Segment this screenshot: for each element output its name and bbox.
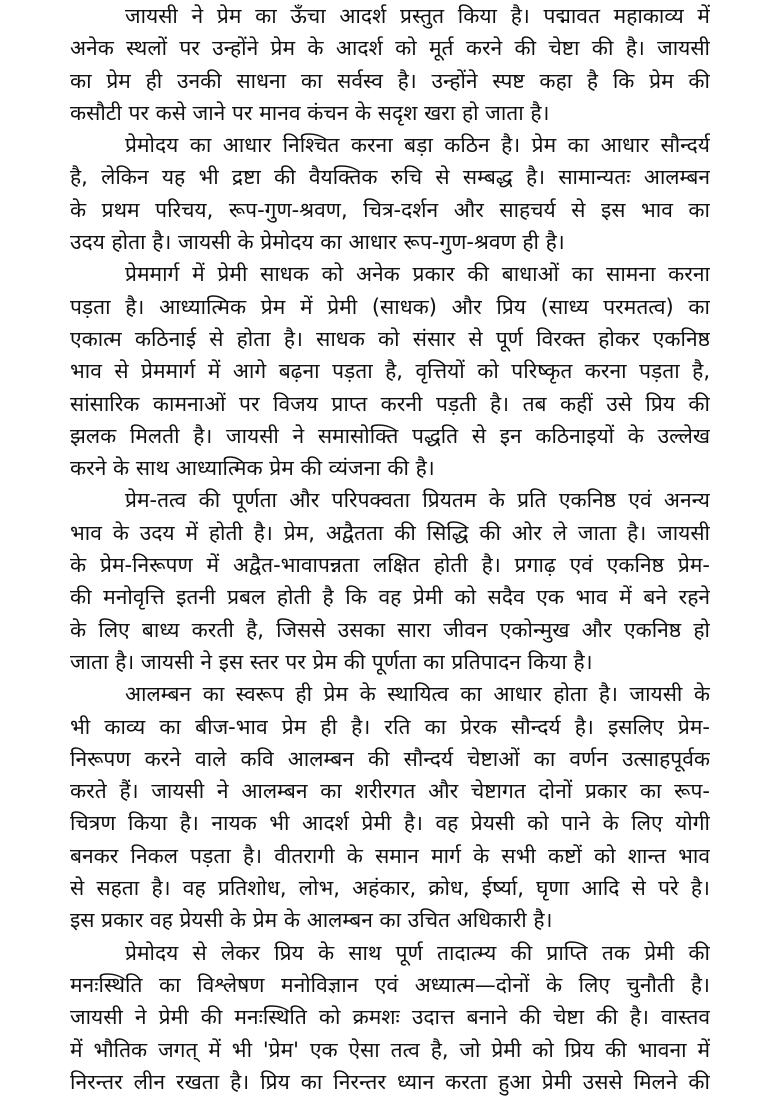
text-line: करने के साथ आध्यात्मिक प्रेम की व्यंजना की है। [70,456,435,481]
text-line: प्रेममार्ग में प्रेमी साधक को अनेक प्रकार की बाधाओं का सामना करना [125,262,710,287]
text-line: का प्रेम ही उनकी साधना का सर्वस्व है। उन्होंने स्पष्ट कहा है कि प्रेम की [70,68,710,93]
paragraph [70,258,710,484]
paragraph [70,0,710,129]
text-line: जाता है। जायसी ने इस स्तर पर प्रेम की पूर्णता का प्रतिपादन किया है। [70,649,593,674]
text-line: निरन्तर लीन रखता है। प्रिय का निरन्तर ध्यान करता हुआ प्रेमी उससे मिलने की [70,1069,710,1094]
paragraph [70,678,710,936]
text-line: झलक मिलती है। जायसी ने समासोक्ति पद्धति से इन कठिनाइयों के उल्लेख [70,423,710,448]
text-line: कसौटी पर कसे जाने पर मानव कंचन के सदृश खरा हो जाता है। [70,100,550,125]
document-page [70,0,710,1098]
text-line: जायसी ने प्रेमी की मनःस्थिति को क्रमशः उदात्त बनाने की चेष्टा की है। वास्तव [70,1005,710,1030]
text-line: सांसारिक कामनाओं पर विजय प्राप्त करनी पड़ती है। तब कहीं उसे प्रिय की [70,391,710,416]
text-line: के लिए बाध्य करती है, जिससे उसका सारा जीवन एकोन्मुख और एकनिष्ठ हो [70,617,710,642]
text-line: प्रेमोदय का आधार निश्चित करना बड़ा कठिन है। प्रेम का आधार सौन्दर्य [125,133,710,158]
text-line: करते हैं। जायसी ने आलम्बन का शरीरगत और चेष्टागत दोनों प्रकार का रूप- [70,779,710,804]
paragraph [70,484,710,678]
text-line: जायसी ने प्रेम का ऊँचा आदर्श प्रस्तुत किया है। पद्मावत महाकाव्य में [125,4,710,28]
text-line: प्रेम-तत्व की पूर्णता और परिपक्वता प्रियतम के प्रति एकनिष्ठ एवं अनन्य [125,488,710,513]
text-line: निरूपण करने वाले कवि आलम्बन की सौन्दर्य चेष्टाओं का वर्णन उत्साहपूर्वक [70,746,710,771]
text-line: इस प्रकार वह प्रेयसी के प्रेम के आलम्बन का उचित अधिकारी है। [70,908,553,933]
text-line: के प्रथम परिचय, रूप-गुण-श्रवण, चित्र-दर्शन और साहचर्य से इस भाव का [70,197,710,222]
paragraph [70,129,710,258]
text-line: बनकर निकल पड़ता है। वीतरागी के समान मार्ग के सभी कष्टों को शान्त भाव [70,843,710,868]
text-line: चित्रण किया है। नायक भी आदर्श प्रेमी है। वह प्रेयसी को पाने के लिए योगी [70,811,710,836]
text-line: एकात्म कठिनाई से होता है। साधक को संसार से पूर्ण विरक्त होकर एकनिष्ठ [70,326,710,351]
text-line: है, लेकिन यह भी द्रष्टा की वैयक्तिक रुचि से सम्बद्ध है। सामान्यतः आलम्बन [70,165,710,190]
text-line: भाव से प्रेममार्ग में आगे बढ़ना पड़ता है, वृत्तियों को परिष्कृत करना पड़ता है, [70,359,710,384]
text-line: आलम्बन का स्वरूप ही प्रेम के स्थायित्व का आधार होता है। जायसी के [125,682,710,707]
paragraph [70,937,710,1098]
text-line: की मनोवृत्ति इतनी प्रबल होती है कि वह प्रेमी को सदैव एक भाव में बने रहने [70,585,710,610]
text-line: उदय होता है। जायसी के प्रेमोदय का आधार रूप-गुण-श्रवण ही है। [70,230,565,255]
text-line: से सहता है। वह प्रतिशोध, लोभ, अहंकार, क्रोध, ईर्ष्या, घृणा आदि से परे है। [70,876,710,901]
text-line: पड़ता है। आध्यात्मिक प्रेम में प्रेमी (साधक) और प्रिय (साध्य परमतत्व) का [70,294,710,319]
text-line: प्रेमोदय से लेकर प्रिय के साथ पूर्ण तादात्म्य की प्राप्ति तक प्रेमी की [125,940,710,965]
text-line: में भौतिक जगत् में भी 'प्रेम' एक ऐसा तत्व है, जो प्रेमी को प्रिय की भावना में [70,1037,710,1062]
text-line: अनेक स्थलों पर उन्होंने प्रेम के आदर्श को मूर्त करने की चेष्टा की है। जायसी [70,36,710,61]
text-line: भाव के उदय में होती है। प्रेम, अद्वैतता की सिद्धि की ओर ले जाता है। जायसी [70,520,710,545]
text-line: मनःस्थिति का विश्लेषण मनोविज्ञान एवं अध्यात्म—दोनों के लिए चुनौती है। [70,972,710,997]
text-line: भी काव्य का बीज-भाव प्रेम ही है। रति का प्रेरक सौन्दर्य है। इसलिए प्रेम- [70,714,710,739]
text-line: के प्रेम-निरूपण में अद्वैत-भावापन्नता लक्षित होती है। प्रगाढ़ एवं एकनिष्ठ प्रेम- [70,553,710,578]
